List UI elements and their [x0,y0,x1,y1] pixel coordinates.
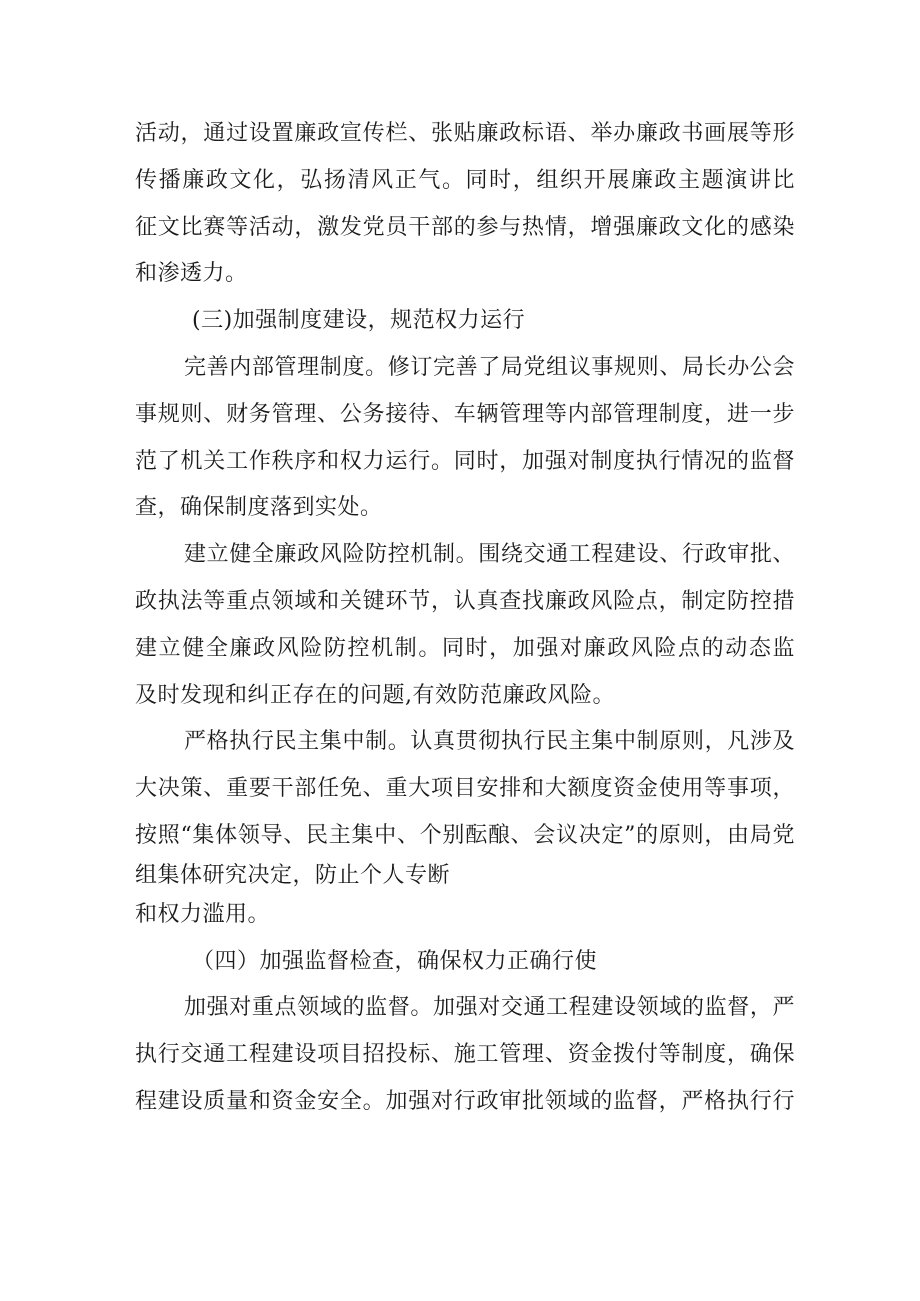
paragraph-first-line: 完善内部管理制度。修订完善了局党组议事规则、局长办公会 [184,354,795,380]
text-line: 建立健全廉政风险防控机制。同时，加强对廉政风险点的动态监 [135,635,795,661]
section-heading: (三)加强制度建设，规范权力运行 [192,308,526,334]
text-line: 大决策、重要干部任免、重大项目安排和大额度资金使用等事项， [135,776,795,802]
text-line: 事规则、财务管理、公务接待、车辆管理等内部管理制度，进一步 [135,401,795,427]
paragraph-first-line: 建立健全廉政风险防控机制。围绕交通工程建设、行政审批、 [184,542,795,568]
text-line: 和权力滥用。 [135,901,271,927]
paragraph-first-line: 加强对重点领域的监督。加强对交通工程建设领域的监督，严 [184,995,795,1021]
text-line: 执行交通工程建设项目招投标、施工管理、资金拨付等制度，确保 [135,1042,795,1068]
text-line: 范了机关工作秩序和权力运行。同时，加强对制度执行情况的监督 [135,448,795,474]
paragraph-first-line: 严格执行民主集中制。认真贯彻执行民主集中制原则，凡涉及 [184,729,795,755]
text-line: 政执法等重点领域和关键环节，认真查找廉政风险点，制定防控措 [135,588,795,614]
text-line: 查，确保制度落到实处。 [135,495,383,521]
document-body [135,111,795,1126]
text-line: 和渗透力。 [135,261,248,287]
text-line: 征文比赛等活动，激发党员干部的参与热情，增强廉政文化的感染 [135,214,795,240]
text-line: 及时发现和纠正存在的问题,有效防范廉政风险。 [135,682,615,708]
text-line: 活动，通过设置廉政宣传栏、张贴廉政标语、举办廉政书画展等形 [135,121,795,146]
text-line: 程建设质量和资金安全。加强对行政审批领域的监督，严格执行行 [135,1088,795,1114]
text-line: 组集体研究决定，防止个人专断 [135,862,451,888]
text-line: 按照“集体领导、民主集中、个别酝酿、会议决定”的原则，由局党 [135,822,795,848]
section-heading: （四）加强监督检查，确保权力正确行使 [192,948,598,974]
text-line: 传播廉政文化，弘扬清风正气。同时，组织开展廉政主题演讲比 [135,167,795,193]
